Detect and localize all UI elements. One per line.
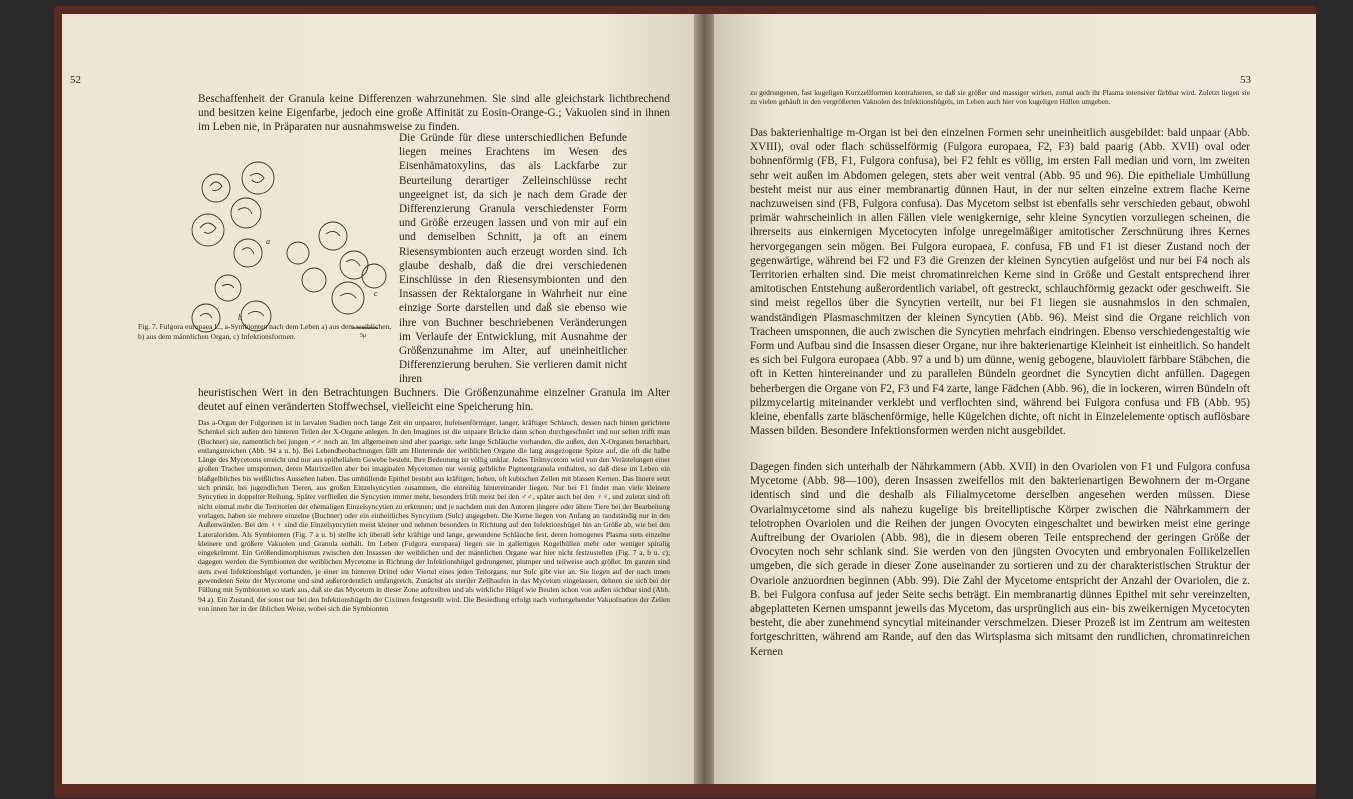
figure-caption: Fig. 7. Fulgora europaea L., a-Symbionten nach dem Leben a) aus dem weiblichen, b) aus dem männlichen Organ, c) Infektionsformen. <box>138 322 392 341</box>
left-after-figure-paragraph: heuristischen Wert in den Betrachtungen Buchners. Die Größenzunahme einzelner Granula im Alter deutet auf einen veränderten Stoffwechsel, vielleicht eine Speicherung hin. <box>198 387 670 414</box>
left-top-paragraph: Beschaffenheit der Granula keine Differenzen wahrzunehmen. Sie sind alle gleichstark lichtbrechend und besitzen keine Eigenfarbe, jedoch eine große Affinität zu Eosin-Orange-G.; Vakuolen sind in ihnen im Leben nie, in Präparaten nur ausnahmsweise zu finden. <box>198 93 670 134</box>
right-page <box>714 14 1316 784</box>
symbiont-cell <box>234 239 262 267</box>
left-page-number: 52 <box>70 74 81 86</box>
symbiont-cell <box>340 251 368 279</box>
symbiont-cell <box>231 198 261 228</box>
symbiont-cell <box>202 174 230 202</box>
left-wrap-paragraph: Die Gründe für diese unterschiedlichen Befunde liegen meines Erachtens im Wesen des Eisenhämatoxylins, das als Lackfarbe zur Beurteilung derartiger Zelleinschlüsse recht ungeeignet ist, da sich je nach dem Grade der Differenzierung Granula verschiedenster Form und Größe erzeugen lassen und von mir auf ein und demselben Schnitt, ja oft an einem Riesensymbionten auch erzeugt worden sind. Ich glaube deshalb, daß die drei verschiedenen Einschlüsse in den Riesensymbionten und den Insassen der Rektalorgane in Wahrheit nur eine einzige Sorte darstellen und daß sie ebenso wie ihre von Buchner beschriebenen Veränderungen im Verlaufe der Entwicklung, mit Ausnahme der Größenzunahme im Alter, auf uneinheitlicher Differenzierung beruhen. Sie verlieren damit nicht ihren <box>399 132 627 386</box>
symbiont-cell <box>302 268 326 292</box>
right-main-paragraph: Das bakterienhaltige m-Organ ist bei den einzelnen Formen sehr uneinheitlich ausgebildet: bald unpaar (Abb. XVIII), oval oder flach schüsselförmig (Fulgora europaea, F2, F3) bald paarig (Abb. XVII) oval oder bohnenförmig (FB, F1, Fulgora confusa), bei F2 fehlt es völlig, im ersten Fall median und vorn, im zweiten sehr weit außen im Abdomen gelegen, stets aber weit ventral (Abb. 95 und 96). Die epitheliale Umhüllung besteht meist nur aus einer membranartig dünnen Haut, in der nur selten einzelne extrem flache Kerne nachzuweisen sind (FB, Fulgora confusa). Das Mycetom selbst ist ebenfalls sehr verschieden gebaut, obwohl primär wahrscheinlich in allen Fällen viele wenigkernige, sehr kleine Syncytien vorzuliegen scheinen, die ihrerseits aus einkernigen Mycetocyten infolge unregelmäßiger amitotischer Zerschnürung ihres Kernes hervorgegangen sein mögen. Bei Fulgora europaea, F. confusa, FB und F1 ist dieser Zustand noch der gegenwärtige, während bei F2 und F3 die Grenzen der kleinen Syncytien aufgelöst und nur bei F4 noch als Territorien erhalten sind. Die meist chromatinreichen Kerne sind in Größe und Gestalt entsprechend ihrer amitotischen Entstehung außerordentlich variabel, oft gestreckt, schlauchförmig gezackt oder geschweift. Sie sind meist regellos über die Syncytien verteilt, nur bei F1 liegen sie ausnahmslos in den schmalen, wandständigen Plasmaschmitzen der kleinen Syncytien (Abb. 96). Meist sind die Organe reichlich von Tracheen umsponnen, die auch zwischen die Syncytien mehrfach eindringen. Ebenso verschiedengestaltig wie Form und Aufbau sind die Insassen dieser Organe, nur ihre bakterienartige Kleinheit ist einheitlich. So handelt es sich bei Fulgora europaea (Abb. 97 a und b) um dünne, wenig gebogene, blauviolett färbbare Stäbchen, die oft in Ketten hintereinander und zu parallelen Bündeln geordnet die Syncytien dicht anfüllen. Dagegen beherbergen die Organe von F2, F3 und F4 zarte, lange Fädchen (Abb. 96), die in lockeren, wirren Bündeln oft pilzmycelartig miteinander verklebt und verflochten sind, während bei Fulgora confusa und FB (Abb. 95) kleine, ebenfalls zarte bläschenförmige, helle Kügelchen dichte, oft nicht in Einzelelemente optisch auflösbare Massen bilden. Besondere Infektionsformen werden nicht ausgebildet. <box>750 127 1250 438</box>
figure-label-c: c <box>374 289 378 298</box>
symbiont-cell <box>192 214 224 246</box>
right-small-print: zu gedrungenen, fast kugeligen Kurzzellformen kontrahieren, so daß sie größer und massiger wirken, zumal auch ihr Plasma intensiver färbbar wird. Zuletzt liegen sie zu vielen gehäuft in den vergrößerten Vakuolen des Infektionshügels, im Leben auch hier von kugeligen Hüllen umgeben. <box>750 88 1250 107</box>
symbiont-cell <box>242 162 274 194</box>
left-small-print: Das a-Organ der Fulgorinen ist in larvalen Stadien noch lange Zeit ein unpaarer, hufeisenförmiger, langer, kräftiger Schlauch, dessen nach hinten gerichtete Schenkel sich außen den hinteren Teilen der X-Organe anlegen. In den Imagines ist die unpaare Brücke dann schon durchgeschnürt und nur selten trifft man (Buchner) sie, namentlich bei jungen ♂♂ noch an. Im allgemeinen sind aber paarige, sehr lange Schläuche vorhanden, die außen, den X-Organen benachbart, entlangstreichen (Abb. 94 a u. b). Bei Lebendbeobachtungen fällt am Hinterende der weiblichen Organe die lang ausgezogene Spitze auf, die oft die halbe Länge des Mycetoms erreicht und nur aus epithelialem Gewebe besteht. Ihre Bedeutung ist völlig unklar. Jedes Teilmycetom wird von den Verästelungen einer großen Trachee umsponnen, deren Matrixzellen aber bei imaginalen Mycetomen nur wenig gelbliche Pigmentgranula enthalten, so daß diese im Leben ein blaßgelbliches bis weißliches Aussehen haben. Das umhüllende Epithel besteht aus kräftigen, hohen, oft kubischen Zellen mit blassen Kernen. Das Innere setzt sich primär, bei jugendlichen Tieren, aus großen Einzelsyncytien zusammen, die einreihig hintereinander liegen. Nur bei F1 findet man viele kleinere Syncytien in doppelter Reihung. Später verfließen die Syncytien immer mehr, besonders früh meist bei den ♂♂, später auch bei den ♀♀, und zuletzt sind oft nicht einmal mehr die Territorien der ehemaligen Einzelsyncytien zu erkennen; und je nachdem nun den Autoren jüngere oder ältere Tiere bei der Bearbeitung vorlagen, haben sie mehrere einzelne (Buchner) oder ein einheitliches Syncytium (Sulc) angegeben. Die Kerne liegen von Anfang an randständig nur in den Außenwänden. Bei den ♀♀ sind die Einzelsyncytien meist kleiner und nehmen besonders in Richtung auf den Infektionshügel hin an Größe ab, wie bei den Lateraloriden. Als Symbionten (Fig. 7 a u. b) stellte ich überall sehr kräftige und lange, gewundene Schläuche fest, deren homogenes Plasma stets einzelne kleinere und größere Vakuolen und Granula enthält. Im Leben (Fulgora europaea) liegen sie in gallertigen Kugelhüllen mehr oder weniger spiralig eingekrümmt. Ein Größendimorphismus zwischen den Insassen der weiblichen und der männlichen Organe war hier nicht festzustellen (Fig. 7 a, b u. c); dagegen werden die Symbionten der weiblichen Mycetome in Richtung der Infektionshügel gedrungener, plumper und teilweise auch größer. Im ganzen sind stets zwei Infektionshügel vorhanden, je einer im hinteren Drittel oder Viertel eines jeden Teilorgans, nur Sulc gibt vier an. Sie liegen auf der nach innen gewendeten Seite der Mycetome und sind außerordentlich umfangreich. Zunächst als steriler Zellhaufen in das Mycetom eingelassen, dehnen sie sich bei der Füllung mit Symbionten so stark aus, daß sie das Mycetom in dieser Zone auftreiben und als wirkliche Hügel wie Beulen schon von außen sichtbar sind (Abb. 94 a). Ein Zustand, der sonst nur bei den Infektionshügeln der Cixiinen festgestellt wird. Die Besiedlung erfolgt nach vorhergehender Vakuolisation der Zellen von innen her in der üblichen Weise, wobei sich die Symbionten <box>198 418 670 613</box>
figure-label-b: b <box>238 313 242 322</box>
symbiont-cell <box>215 275 241 301</box>
symbiont-cell <box>319 222 347 250</box>
symbiont-cell <box>287 242 309 264</box>
symbiont-cell <box>332 282 364 314</box>
book-gutter <box>694 14 714 784</box>
right-second-paragraph: Dagegen finden sich unterhalb der Nährkammern (Abb. XVII) in den Ovariolen von F1 und Fulgora confusa Mycetome (Abb. 98—100), deren Insassen zweifellos mit den bakterienartigen Bewohnern der m-Organe identisch sind und die deshalb als Filialmycetome derselben angesehen werden müssen. Diese Ovarialmycetome sind als nahezu kugelige bis breitelliptische Körper zwischen die Nährkammern der telotrophen Ovariolen und die Reihen der jungen Ovocyten eingeschaltet und bewirken meist eine geringe Auftreibung der Ovariolen (Abb. 98), die in diesem oberen Teile entsprechend der geringen Größe der Ovocyten noch sehr schlank sind. Sie werden von den jüngsten Ovocyten und embryonalen Follikelzellen umgeben, die sich gerade in dieser Zone auseinander zu sortieren und zu der charakteristischen Struktur der Ovariole anzuordnen beginnen (Abb. 99). Die Zahl der Mycetome entspricht der Anzahl der Ovariolen, die z. B. bei Fulgora confusa auf jeder Seite sechs beträgt. Ein membranartig dünnes Epithel mit sehr vereinzelten, abgeplatteten Kernen umspannt jeweils das Mycetom, das ursprünglich aus ein- bis zweikernigen Mycetocyten besteht, die aber zunehmend syncytial miteinander verschmelzen. Dieser Prozeß ist im Zentrum am weitesten fortgeschritten, während am Rande, auf den das Wirtsplasma sich mitsamt den rundlichen, chromatinreichen Kernen <box>750 461 1250 658</box>
figure-scale-label: 5μ <box>360 333 367 339</box>
figure-label-a: a <box>266 237 270 246</box>
symbiont-cell <box>362 264 386 288</box>
right-page-number: 53 <box>1240 74 1251 86</box>
